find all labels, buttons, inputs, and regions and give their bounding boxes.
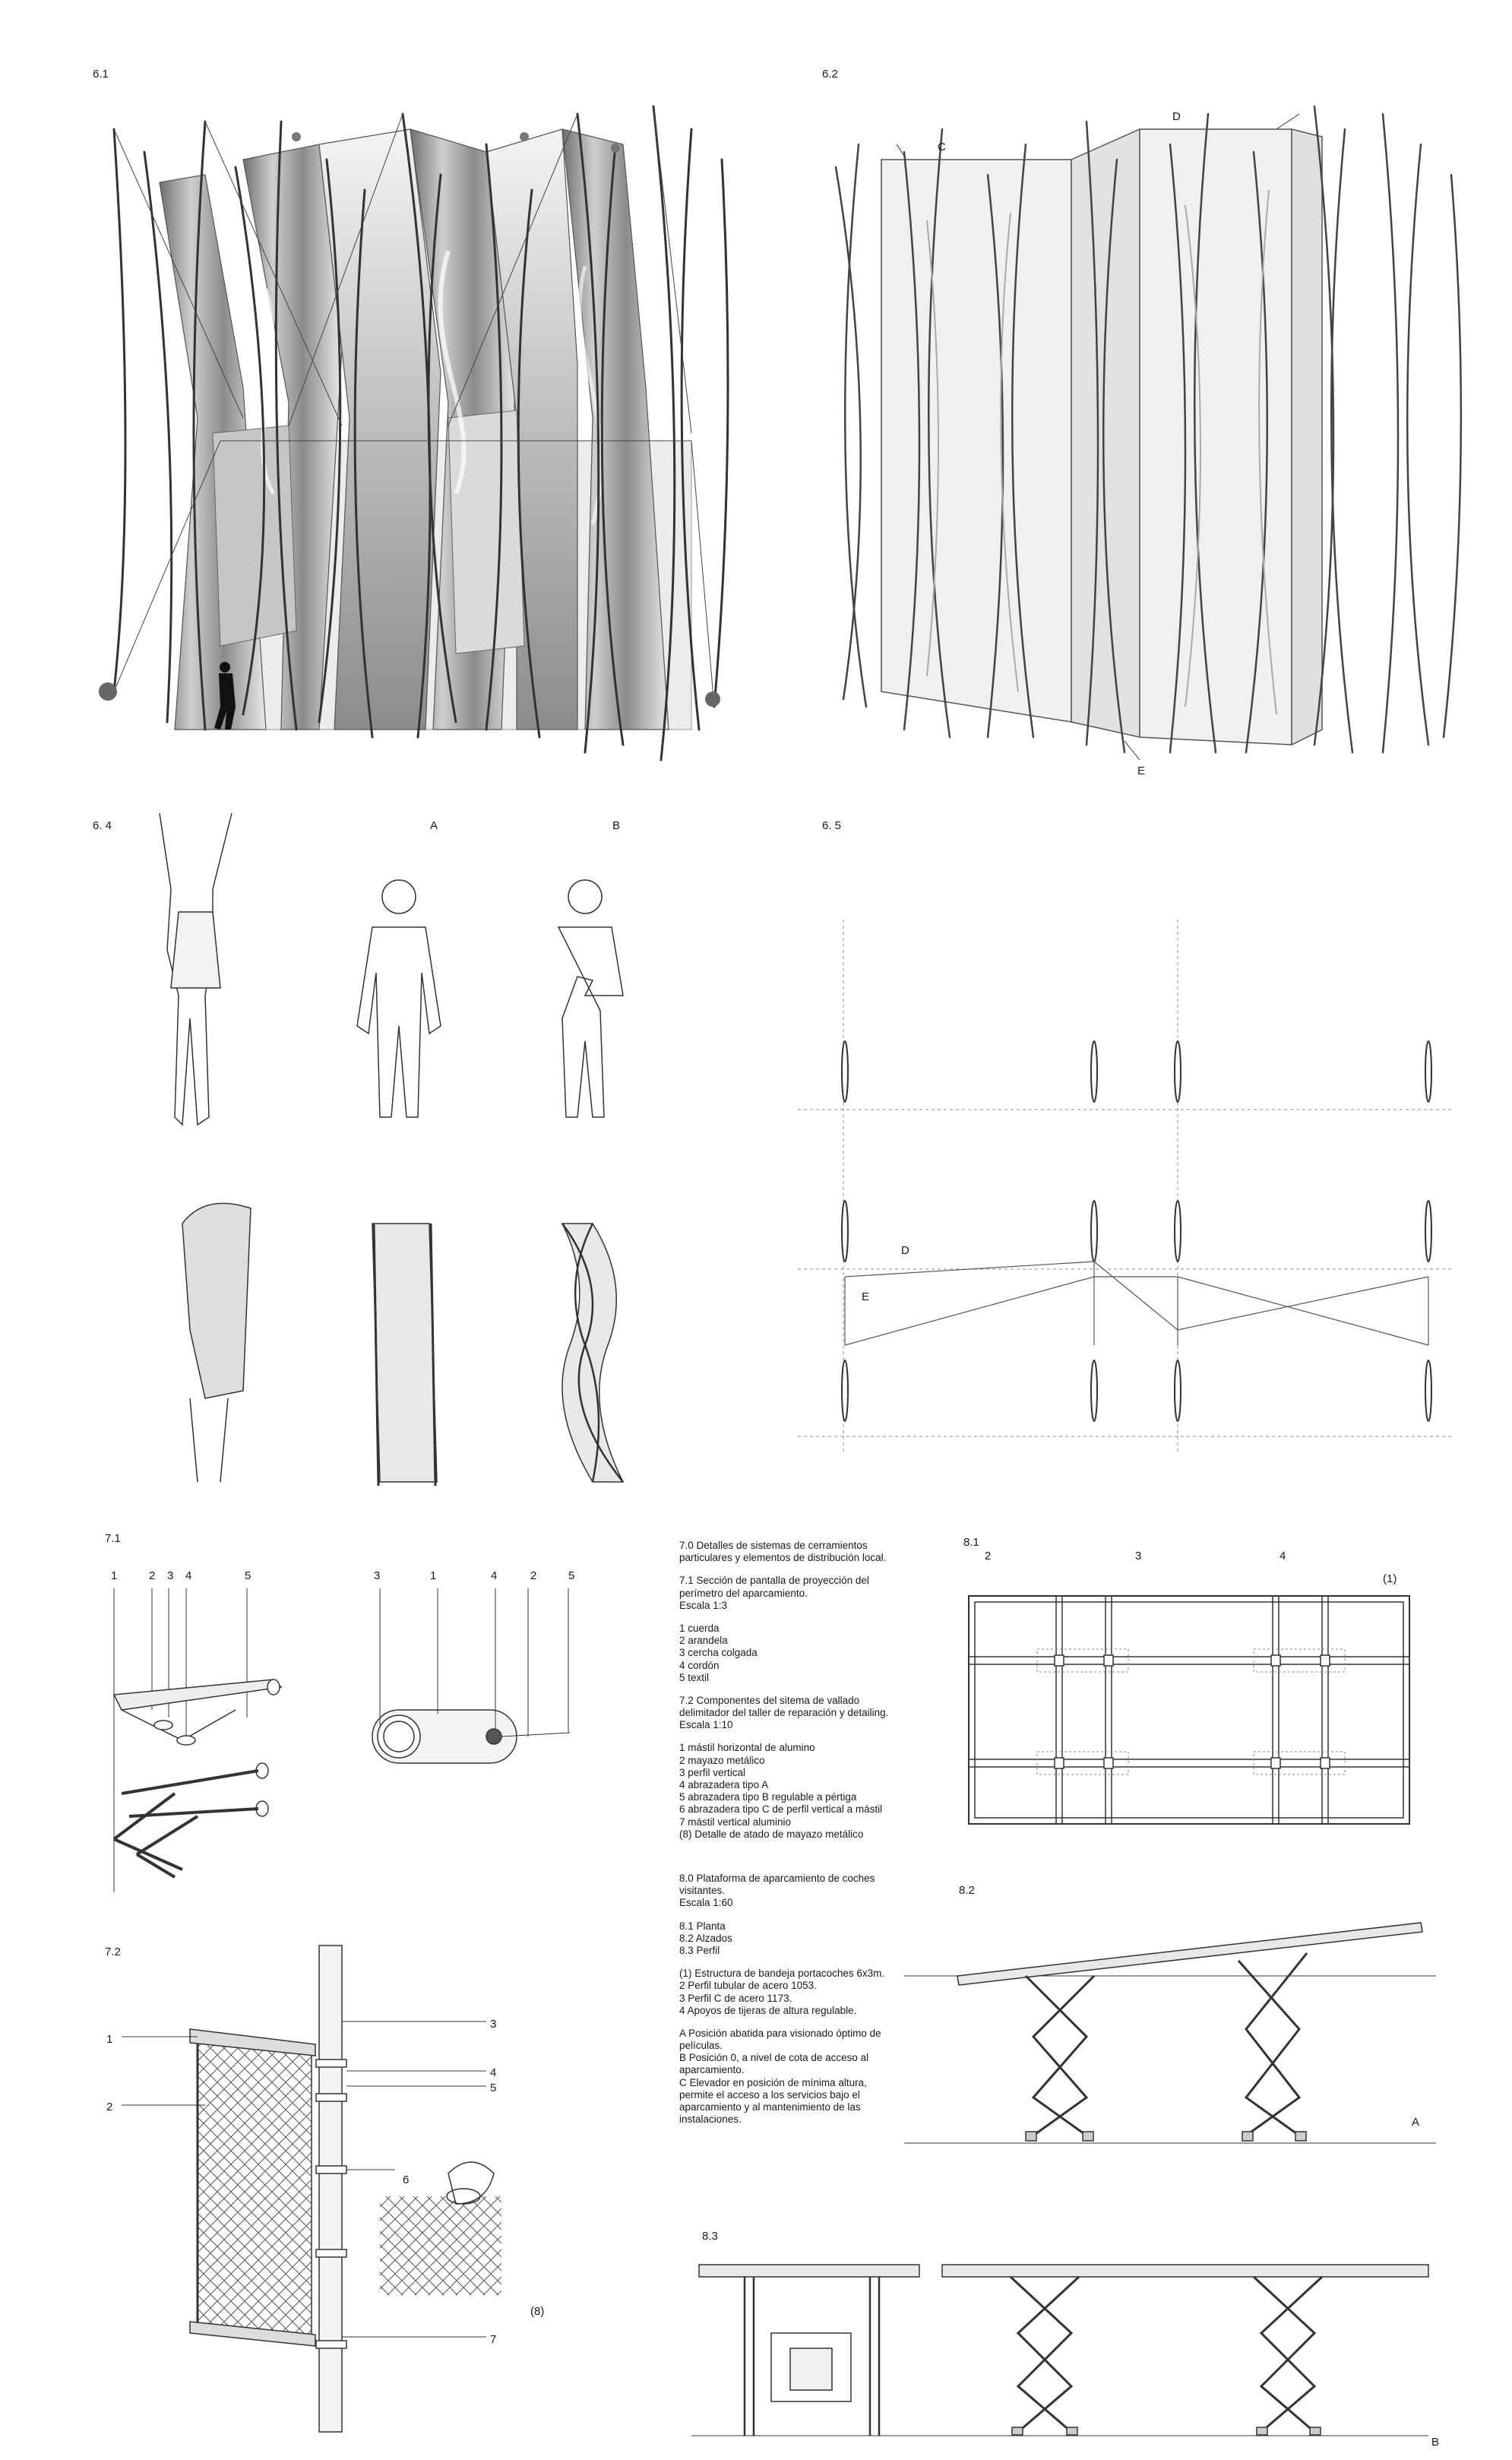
num-7-2-7: 7	[490, 2333, 497, 2346]
num-7-2-1: 1	[106, 2033, 113, 2046]
num-8-1-4: 4	[1280, 1550, 1286, 1562]
note-8-0-items: (1) Estructura de bandeja portacoches 6x3m. 2 Perfil tubular de acero 1053. 3 Perfil C de acero 1173. 4 Apoyos de tijeras de altura regulable.	[679, 1968, 885, 2016]
detail-8-label: (8)	[530, 2305, 545, 2318]
num-7-2-2: 2	[106, 2101, 113, 2113]
callout-e: E	[1137, 765, 1146, 777]
num-8-1-2: 2	[985, 1550, 992, 1562]
note-8-0-list: 8.1 Planta 8.2 Alzados 8.3 Perfil	[679, 1920, 732, 1956]
num-7-1-a3: 3	[167, 1569, 174, 1582]
num-8-1-3: 3	[1135, 1550, 1142, 1562]
column-b-label: B	[612, 819, 621, 832]
note-8-0-positions: A Posición abatida para visionado óptimo de películas. B Posición 0, a nivel de cota de acceso al aparcamiento. C Elevador en posición de mínima altura, permite el acceso a los servicios bajo el aparcamiento y al mantenimiento de las instalaciones.	[679, 2027, 881, 2126]
panel-6-5-label: 6. 5	[822, 819, 842, 832]
num-7-1-b2: 1	[430, 1569, 437, 1582]
note-8-0: 8.0 Plataforma de aparcamiento de coches visitantes. Escala 1:60	[679, 1873, 875, 1909]
num-7-1-a1: 1	[111, 1569, 118, 1582]
panel-6-5-plan-drawing	[798, 920, 1451, 1452]
panel-6-1-label: 6.1	[93, 68, 109, 81]
notes-block	[679, 1540, 915, 1841]
num-7-2-6: 6	[403, 2173, 410, 2186]
panel-8-2-label: 8.2	[959, 1884, 975, 1897]
panel-7-1-label: 7.1	[105, 1532, 121, 1545]
note-7-1-list: 1 cuerda 2 arandela 3 cercha colgada 4 cordón 5 textil	[679, 1622, 758, 1683]
note-7-0: 7.0 Detalles de sistemas de cerramientos particulares y elementos de distribución local.	[679, 1540, 887, 1564]
num-7-1-b1: 3	[374, 1569, 381, 1582]
num-7-1-b4: 2	[530, 1569, 537, 1582]
num-7-1-a5: 5	[245, 1569, 251, 1582]
panel-6-2-label: 6.2	[822, 68, 838, 81]
notes-block-8	[679, 1873, 915, 2126]
callout-c: C	[938, 141, 946, 154]
note-7-2-list: 1 mástil horizontal de alumino 2 mayazo metálico 3 perfil vertical 4 abrazadera tipo A 5 abrazadera tipo B regulable a pértiga 6 abrazadera tipo C de perfil vertical a mástil 7 mástil vertical aluminio (8) Detalle de atado de mayazo metálico	[679, 1742, 883, 1840]
position-b-label: B	[1431, 2436, 1440, 2449]
num-7-1-a2: 2	[149, 1569, 156, 1582]
panel-8-3-profile-drawing	[691, 2249, 1436, 2447]
panel-8-2-elevation-drawing	[904, 1915, 1436, 2158]
num-7-2-4: 4	[490, 2066, 497, 2079]
note-7-2: 7.2 Componentes del sitema de vallado delimitador del taller de reparación y detailing. Escala 1:10	[679, 1694, 889, 1731]
panel-6-1-perspective-drawing	[91, 99, 729, 783]
panel-7-1-section-drawing	[99, 1588, 615, 1892]
num-7-2-5: 5	[490, 2082, 497, 2094]
panel-7-2-label: 7.2	[105, 1946, 121, 1958]
detail-1-label: (1)	[1383, 1572, 1397, 1585]
num-7-1-b3: 4	[491, 1569, 498, 1582]
num-7-2-3: 3	[490, 2018, 497, 2031]
callout-d-plan: D	[901, 1244, 909, 1257]
callout-d: D	[1172, 110, 1181, 123]
callout-e-plan: E	[862, 1290, 870, 1303]
num-7-1-a4: 4	[185, 1569, 192, 1582]
column-a-label: A	[430, 819, 438, 832]
panel-8-1-plan-drawing	[961, 1588, 1417, 1832]
panel-8-3-label: 8.3	[702, 2230, 718, 2243]
panel-6-2-line-perspective	[821, 99, 1459, 783]
panel-7-2-fence-drawing	[122, 1946, 577, 2432]
position-a-label: A	[1412, 2116, 1420, 2129]
panel-8-1-label: 8.1	[963, 1536, 979, 1549]
note-7-1: 7.1 Sección de pantalla de proyección del perímetro del aparcamiento. Escala 1:3	[679, 1575, 869, 1611]
panel-6-4-figures-drawing	[137, 798, 714, 1497]
panel-6-4-label: 6. 4	[93, 819, 112, 832]
num-7-1-b5: 5	[568, 1569, 575, 1582]
